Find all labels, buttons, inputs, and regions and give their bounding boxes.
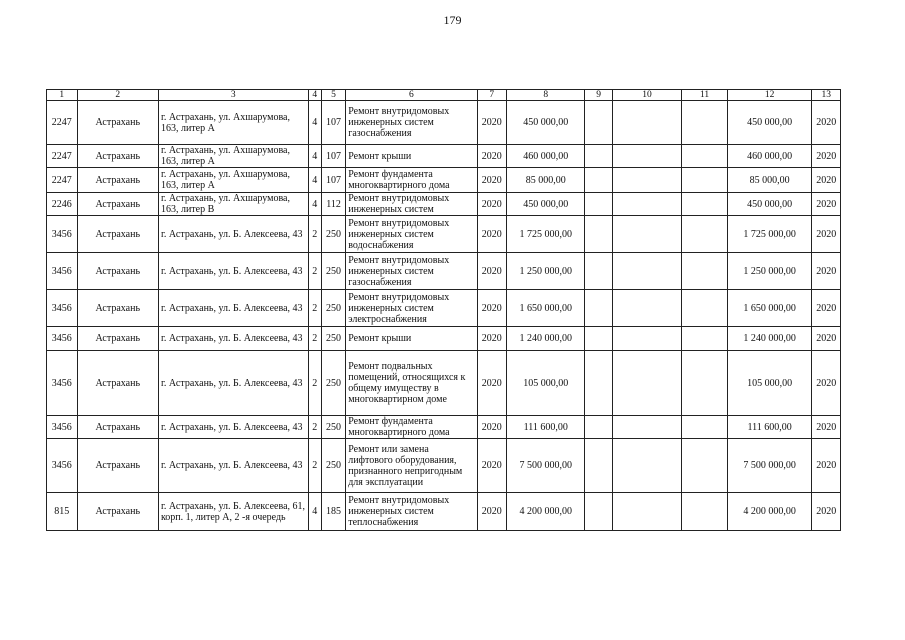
city: Астрахань xyxy=(77,253,158,290)
address: г. Астрахань, ул. Б. Алексеева, 43 xyxy=(158,327,308,351)
table-row xyxy=(47,327,841,351)
col-5-value: 107 xyxy=(321,101,345,145)
col-9-value xyxy=(585,351,612,416)
address: г. Астрахань, ул. Б. Алексеева, 43 xyxy=(158,290,308,327)
amount: 7 500 000,00 xyxy=(507,439,585,493)
work-type: Ремонт внутридомовых инженерных систем водоснабжения xyxy=(346,216,477,253)
object-id: 3456 xyxy=(47,416,78,439)
col-4-value: 2 xyxy=(308,416,321,439)
col-5-value: 250 xyxy=(321,253,345,290)
year-13: 2020 xyxy=(812,101,841,145)
column-header: 11 xyxy=(682,90,728,101)
year-13: 2020 xyxy=(812,216,841,253)
address: г. Астрахань, ул. Б. Алексеева, 43 xyxy=(158,216,308,253)
repair-table xyxy=(46,89,841,531)
col-11-value xyxy=(682,351,728,416)
column-header: 6 xyxy=(346,90,477,101)
object-id: 3456 xyxy=(47,439,78,493)
year: 2020 xyxy=(477,193,507,216)
col-4-value: 2 xyxy=(308,216,321,253)
col-9-value xyxy=(585,145,612,168)
year-13: 2020 xyxy=(812,327,841,351)
city: Астрахань xyxy=(77,101,158,145)
total-amount: 1 240 000,00 xyxy=(727,327,811,351)
col-10-value xyxy=(612,439,681,493)
address: г. Астрахань, ул. Ахшарумова, 163, литер А xyxy=(158,101,308,145)
col-9-value xyxy=(585,327,612,351)
year-13: 2020 xyxy=(812,351,841,416)
work-type: Ремонт внутридомовых инженерных систем xyxy=(346,193,477,216)
year: 2020 xyxy=(477,145,507,168)
column-header: 10 xyxy=(612,90,681,101)
col-5-value: 250 xyxy=(321,290,345,327)
column-header: 13 xyxy=(812,90,841,101)
col-4-value: 2 xyxy=(308,439,321,493)
address: г. Астрахань, ул. Ахшарумова, 163, литер А xyxy=(158,168,308,193)
year: 2020 xyxy=(477,351,507,416)
year-13: 2020 xyxy=(812,193,841,216)
column-header: 4 xyxy=(308,90,321,101)
year-13: 2020 xyxy=(812,416,841,439)
amount: 1 250 000,00 xyxy=(507,253,585,290)
table-row xyxy=(47,253,841,290)
table-row xyxy=(47,493,841,531)
year: 2020 xyxy=(477,439,507,493)
city: Астрахань xyxy=(77,416,158,439)
year-13: 2020 xyxy=(812,493,841,531)
col-10-value xyxy=(612,193,681,216)
table-row xyxy=(47,168,841,193)
year: 2020 xyxy=(477,493,507,531)
col-4-value: 4 xyxy=(308,145,321,168)
col-11-value xyxy=(682,145,728,168)
total-amount: 450 000,00 xyxy=(727,193,811,216)
col-5-value: 107 xyxy=(321,145,345,168)
year-13: 2020 xyxy=(812,253,841,290)
year: 2020 xyxy=(477,290,507,327)
col-11-value xyxy=(682,439,728,493)
table-row xyxy=(47,193,841,216)
col-5-value: 250 xyxy=(321,327,345,351)
column-number-row xyxy=(47,90,841,101)
work-type: Ремонт внутридомовых инженерных систем теплоснабжения xyxy=(346,493,477,531)
col-11-value xyxy=(682,327,728,351)
total-amount: 1 725 000,00 xyxy=(727,216,811,253)
total-amount: 111 600,00 xyxy=(727,416,811,439)
col-5-value: 250 xyxy=(321,351,345,416)
city: Астрахань xyxy=(77,493,158,531)
address: г. Астрахань, ул. Б. Алексеева, 43 xyxy=(158,416,308,439)
col-5-value: 250 xyxy=(321,416,345,439)
column-header: 12 xyxy=(727,90,811,101)
col-11-value xyxy=(682,416,728,439)
col-10-value xyxy=(612,493,681,531)
col-10-value xyxy=(612,216,681,253)
col-11-value xyxy=(682,168,728,193)
col-4-value: 4 xyxy=(308,168,321,193)
year: 2020 xyxy=(477,101,507,145)
year-13: 2020 xyxy=(812,290,841,327)
object-id: 3456 xyxy=(47,216,78,253)
work-type: Ремонт внутридомовых инженерных систем электроснабжения xyxy=(346,290,477,327)
object-id: 3456 xyxy=(47,327,78,351)
col-9-value xyxy=(585,439,612,493)
col-10-value xyxy=(612,168,681,193)
amount: 460 000,00 xyxy=(507,145,585,168)
col-10-value xyxy=(612,253,681,290)
col-9-value xyxy=(585,193,612,216)
column-header: 8 xyxy=(507,90,585,101)
col-9-value xyxy=(585,290,612,327)
year: 2020 xyxy=(477,216,507,253)
table-row xyxy=(47,351,841,416)
col-9-value xyxy=(585,168,612,193)
col-10-value xyxy=(612,290,681,327)
total-amount: 4 200 000,00 xyxy=(727,493,811,531)
amount: 1 725 000,00 xyxy=(507,216,585,253)
col-4-value: 2 xyxy=(308,290,321,327)
amount: 1 650 000,00 xyxy=(507,290,585,327)
col-4-value: 2 xyxy=(308,351,321,416)
city: Астрахань xyxy=(77,145,158,168)
col-4-value: 2 xyxy=(308,327,321,351)
column-header: 9 xyxy=(585,90,612,101)
object-id: 2246 xyxy=(47,193,78,216)
year-13: 2020 xyxy=(812,145,841,168)
col-4-value: 2 xyxy=(308,253,321,290)
amount: 1 240 000,00 xyxy=(507,327,585,351)
work-type: Ремонт подвальных помещений, относящихся к общему имуществу в многоквартирном доме xyxy=(346,351,477,416)
col-5-value: 112 xyxy=(321,193,345,216)
total-amount: 105 000,00 xyxy=(727,351,811,416)
object-id: 815 xyxy=(47,493,78,531)
year: 2020 xyxy=(477,416,507,439)
city: Астрахань xyxy=(77,290,158,327)
total-amount: 7 500 000,00 xyxy=(727,439,811,493)
column-header: 3 xyxy=(158,90,308,101)
object-id: 2247 xyxy=(47,168,78,193)
city: Астрахань xyxy=(77,216,158,253)
col-5-value: 107 xyxy=(321,168,345,193)
col-9-value xyxy=(585,253,612,290)
work-type: Ремонт крыши xyxy=(346,327,477,351)
col-9-value xyxy=(585,416,612,439)
year: 2020 xyxy=(477,253,507,290)
city: Астрахань xyxy=(77,193,158,216)
col-11-value xyxy=(682,101,728,145)
amount: 111 600,00 xyxy=(507,416,585,439)
total-amount: 85 000,00 xyxy=(727,168,811,193)
city: Астрахань xyxy=(77,439,158,493)
column-header: 5 xyxy=(321,90,345,101)
amount: 450 000,00 xyxy=(507,101,585,145)
col-10-value xyxy=(612,416,681,439)
address: г. Астрахань, ул. Б. Алексеева, 43 xyxy=(158,253,308,290)
col-4-value: 4 xyxy=(308,493,321,531)
col-9-value xyxy=(585,493,612,531)
year-13: 2020 xyxy=(812,168,841,193)
col-10-value xyxy=(612,351,681,416)
amount: 85 000,00 xyxy=(507,168,585,193)
work-type: Ремонт фундамента многоквартирного дома xyxy=(346,168,477,193)
object-id: 2247 xyxy=(47,101,78,145)
column-header: 7 xyxy=(477,90,507,101)
object-id: 2247 xyxy=(47,145,78,168)
col-4-value: 4 xyxy=(308,193,321,216)
total-amount: 450 000,00 xyxy=(727,101,811,145)
table-row xyxy=(47,101,841,145)
work-type: Ремонт внутридомовых инженерных систем газоснабжения xyxy=(346,253,477,290)
year: 2020 xyxy=(477,168,507,193)
col-5-value: 250 xyxy=(321,439,345,493)
address: г. Астрахань, ул. Ахшарумова, 163, литер В xyxy=(158,193,308,216)
col-9-value xyxy=(585,101,612,145)
page-number: 179 xyxy=(443,13,462,27)
total-amount: 460 000,00 xyxy=(727,145,811,168)
address: г. Астрахань, ул. Б. Алексеева, 43 xyxy=(158,439,308,493)
col-5-value: 250 xyxy=(321,216,345,253)
work-type: Ремонт крыши xyxy=(346,145,477,168)
col-11-value xyxy=(682,493,728,531)
total-amount: 1 250 000,00 xyxy=(727,253,811,290)
city: Астрахань xyxy=(77,327,158,351)
work-type: Ремонт фундамента многоквартирного дома xyxy=(346,416,477,439)
table-row xyxy=(47,145,841,168)
city: Астрахань xyxy=(77,351,158,416)
column-header: 2 xyxy=(77,90,158,101)
work-type: Ремонт внутридомовых инженерных систем газоснабжения xyxy=(346,101,477,145)
work-type: Ремонт или замена лифтового оборудования, признанного непригодным для эксплуатации xyxy=(346,439,477,493)
col-4-value: 4 xyxy=(308,101,321,145)
year: 2020 xyxy=(477,327,507,351)
col-9-value xyxy=(585,216,612,253)
table-row xyxy=(47,439,841,493)
address: г. Астрахань, ул. Б. Алексеева, 61, корп. 1, литер А, 2 -я очередь xyxy=(158,493,308,531)
col-11-value xyxy=(682,290,728,327)
total-amount: 1 650 000,00 xyxy=(727,290,811,327)
col-10-value xyxy=(612,101,681,145)
object-id: 3456 xyxy=(47,290,78,327)
amount: 4 200 000,00 xyxy=(507,493,585,531)
col-11-value xyxy=(682,253,728,290)
table-row xyxy=(47,416,841,439)
table-row xyxy=(47,290,841,327)
object-id: 3456 xyxy=(47,351,78,416)
col-10-value xyxy=(612,145,681,168)
object-id: 3456 xyxy=(47,253,78,290)
city: Астрахань xyxy=(77,168,158,193)
col-10-value xyxy=(612,327,681,351)
amount: 450 000,00 xyxy=(507,193,585,216)
amount: 105 000,00 xyxy=(507,351,585,416)
col-5-value: 185 xyxy=(321,493,345,531)
col-11-value xyxy=(682,193,728,216)
address: г. Астрахань, ул. Ахшарумова, 163, литер А xyxy=(158,145,308,168)
year-13: 2020 xyxy=(812,439,841,493)
address: г. Астрахань, ул. Б. Алексеева, 43 xyxy=(158,351,308,416)
col-11-value xyxy=(682,216,728,253)
column-header: 1 xyxy=(47,90,78,101)
table-row xyxy=(47,216,841,253)
